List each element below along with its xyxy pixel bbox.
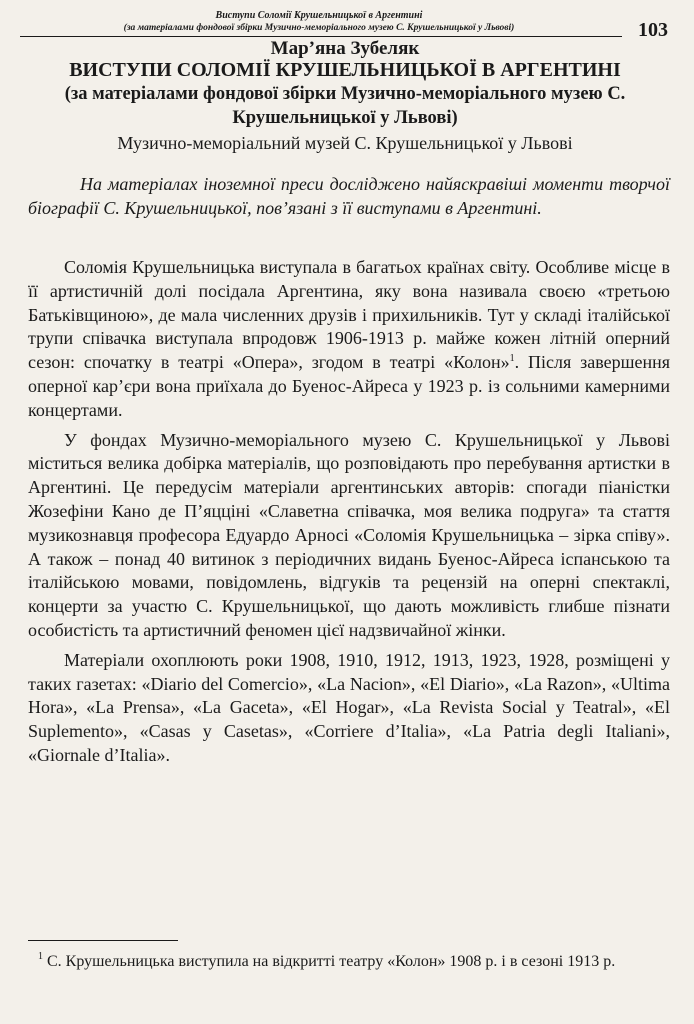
running-head: [20, 10, 670, 41]
footnote-reference[interactable]: 1: [509, 353, 515, 365]
document-page: [20, 10, 670, 1010]
footnote-divider: [28, 940, 178, 941]
body-paragraph-1-text: Соломія Крушельницька виступала в багатьох країнах світу. Особливе місце в її артистичній долі посідала Аргентина, яку вона називала своєю «третьою Батьківщиною», де мала численних друзів і прихильників. Тут у складі італійської трупи співачка виступала впродовж 1906-1913 р. майже кожен літній оперний сезон: спочатку в театрі «Опера», згодом в театрі «Колон»: [28, 257, 670, 373]
header-divider: [20, 36, 622, 37]
body-paragraph-1: [28, 256, 670, 423]
article-title: ВИСТУПИ СОЛОМІЇ КРУШЕЛЬНИЦЬКОЇ В АРГЕНТИНІ: [69, 59, 621, 81]
article-subtitle: (за матеріалами фондової збірки Музично-меморіального музею С. Крушельницької у Львові): [64, 84, 626, 128]
running-head-subtitle: (за матеріалами фондової збірки Музично-меморіального музею С. Крушельницької у Львові): [123, 23, 515, 33]
article-body: [20, 256, 670, 768]
footnote-text: С. Крушельницька виступила на відкритті театру «Колон» 1908 р. і в сезоні 1913 р.: [43, 953, 616, 970]
running-head-title: Виступи Соломії Крушельницької в Аргентині: [215, 10, 423, 21]
author-affiliation: Музично-меморіальний музей С. Крушельницької у Львові: [117, 133, 573, 153]
article-author: Мар’яна Зубеляк: [270, 38, 420, 59]
body-paragraph-3: Матеріали охоплюють роки 1908, 1910, 1912, 1913, 1923, 1928, розміщені у таких газетах: «Diario del Comercio», «La Nacion», «El Diario», «La Razon», «Ultima Hora», «La Prensa», «La Gaceta», «El Hogar», «La Revista Social y Teatral», «El Suplemento», «Casas y Casetas», «Corriere d’Italia», «La Patria degli Italiani», «Giornale d’Italia».: [28, 649, 670, 765]
body-paragraph-2: У фондах Музично-меморіального музею С. Крушельницької у Львові міститься велика добірка матеріалів, що розповідають про перебування артистки в Аргентині. Це передусім матеріали аргентинських авторів: спогади піаністки Жозефіни Кано де П’яцціні «Славетна співачка, моя велика подруга» та стаття музикознавця професора Едуардо Арносі «Соломія Крушельницька – зірка співу». А також – понад 40 витинок з періодичних видань Буенос-Айреса іспанською та італійською мовами, повідомлень, відгуків та рецензій на оперні спектаклі, концерти за участю С. Крушельницької, що дають можливість глибше пізнати особистість та артистичний феномен цієї надзвичайної жінки.: [28, 429, 670, 640]
page-number: 103: [638, 19, 668, 41]
footnote-mark: 1: [38, 951, 43, 962]
footnote: [28, 950, 670, 974]
body-paragraph-1-tail: . Після завершення оперної кар’єри вона приїхала до Буенос-Айреса у 1923 р. із сольними камерними концертами.: [28, 352, 670, 420]
article-abstract: На матеріалах іноземної преси досліджено найяскравіші моменти творчої біографії С. Крушельницької, пов’язані з її виступами в Аргентині.: [28, 174, 670, 218]
